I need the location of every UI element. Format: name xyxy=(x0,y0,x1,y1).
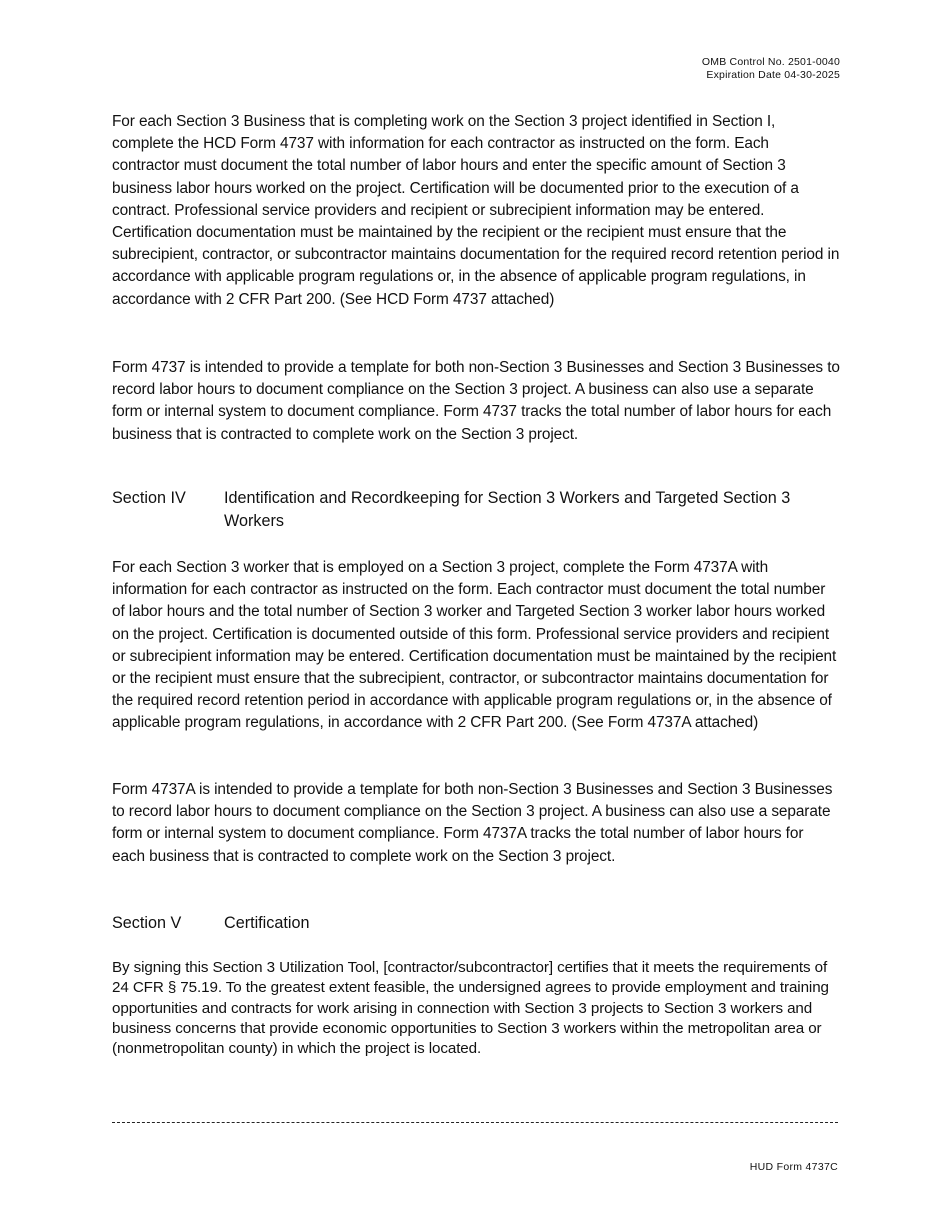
paragraph-form-4737a: Form 4737A is intended to provide a template for both non-Section 3 Businesses and Section 3 Businesses to record labor hours to document compliance on the Section 3 project. A business can also use a separate form or internal system to document compliance. Form 4737A tracks the total number of labor hours for each business that is contracted to complete work on the Section 3 project. xyxy=(112,781,833,865)
form-footer-id: HUD Form 4737C xyxy=(749,1161,838,1173)
section-iv-title: Identification and Recordkeeping for Section 3 Workers and Targeted Section 3 Workers xyxy=(224,489,791,530)
section-v-heading xyxy=(112,912,840,935)
omb-control-number: OMB Control No. 2501-0040 xyxy=(701,56,840,68)
section-iv-heading xyxy=(112,487,840,533)
paragraph-section3-worker: For each Section 3 worker that is employed on a Section 3 project, complete the Form 4737A with information for each contractor as instructed on the form. Each contractor must document the total number of labor hours and the total number of Section 3 worker and Targeted Section 3 worker labor hours worked on the project. Certification is documented outside of this form. Professional service providers and recipient or subrecipient information may be entered. Certification documentation must be maintained by the recipient or the recipient must ensure that the subrecipient, contractor, or subcontractor maintains documentation for the required record retention period in accordance with applicable program regulations or, in the absence of applicable program regulations, in accordance with 2 CFR Part 200. (See Form 4737A attached) xyxy=(112,559,837,732)
paragraph-section3-business: For each Section 3 Business that is completing work on the Section 3 project identified in Section I, complete the HCD Form 4737 with information for each contractor as instructed on the form. Each contractor must document the total number of labor hours and enter the specific amount of Section 3 business labor hours worked on the project. Certification will be documented prior to the execution of a contract. Professional service providers and recipient or subrecipient information may be entered. Certification documentation must be maintained by the recipient or the recipient must ensure that the subrecipient, contractor, or subcontractor maintains documentation for the required record retention period in accordance with applicable program regulations or, in the absence of applicable program regulations, in accordance with 2 CFR Part 200. (See HCD Form 4737 attached) xyxy=(112,113,840,308)
omb-header xyxy=(702,56,840,82)
expiration-date: Expiration Date 04-30-2025 xyxy=(706,69,840,81)
paragraph-certification: By signing this Section 3 Utilization Tool, [contractor/subcontractor] certifies that it meets the requirements of 24 CFR § 75.19. To the greatest extent feasible, the undersigned agrees to provide employment and training opportunities and contracts for work arising in connection with Section 3 projects to Section 3 workers and business concerns that provide economic opportunities to Section 3 workers within the metropolitan area or (nonmetropolitan county) in which the project is located. xyxy=(112,959,829,1058)
section-v-number: Section V xyxy=(112,914,182,932)
section-iv-number: Section IV xyxy=(112,489,186,507)
paragraph-form-4737: Form 4737 is intended to provide a template for both non-Section 3 Businesses and Section 3 Businesses to record labor hours to document compliance on the Section 3 project. A business can also use a separate form or internal system to document compliance. Form 4737 tracks the total number of labor hours for each business that is contracted to complete work on the Section 3 project. xyxy=(112,359,840,443)
signature-line[interactable] xyxy=(112,1122,838,1123)
section-v-title: Certification xyxy=(224,914,310,932)
